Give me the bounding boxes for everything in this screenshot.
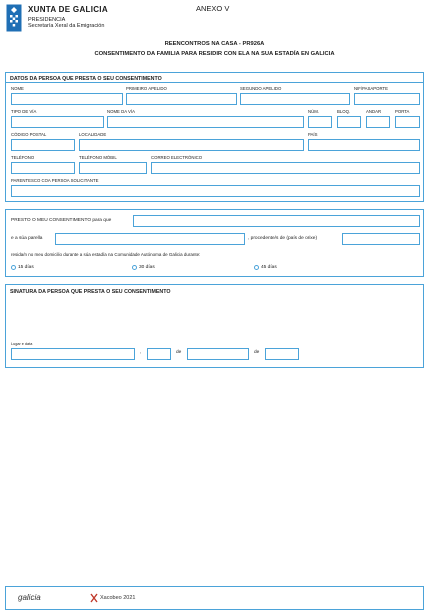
origin-country-input[interactable]: [342, 233, 420, 245]
galicia-logo: galicia: [18, 593, 41, 602]
day-input[interactable]: [147, 348, 171, 360]
place-date-label: Lugar e data: [11, 342, 33, 346]
brand-name: XUNTA DE GALICIA: [28, 5, 108, 14]
signature-heading: SINATURA DA PERSOA QUE PRESTA O SEU CONSENTIMENTO: [10, 289, 171, 295]
door-input[interactable]: [395, 116, 420, 128]
first-surname-input[interactable]: [126, 93, 237, 105]
street-type-label: TIPO DE VÍA: [11, 109, 37, 114]
email-label: CORREO ELECTRÓNICO: [151, 155, 203, 160]
locality-label: LOCALIDADE: [79, 132, 107, 137]
form-title: CONSENTIMENTO DA FAMILIA PARA RESIDIR CON ELA NA SUA ESTADÍA EN GALICIA: [94, 51, 335, 57]
nif-input[interactable]: [354, 93, 420, 105]
document-footer: [5, 586, 424, 610]
relationship-label: PARENTESCO COA PERSOA SOLICITANTE: [11, 178, 99, 183]
nif-label: NIF/PASAPORTE: [354, 86, 388, 91]
de-separator-1: de: [176, 350, 182, 355]
annex-label: ANEXO V: [196, 4, 230, 13]
consent-text: PRESTO O MEU CONSENTIMENTO para que: [11, 218, 112, 223]
radio-30-days[interactable]: [132, 265, 137, 270]
postal-code-label: CÓDIGO POSTAL: [11, 132, 47, 137]
subdepartment-name: Secretaría Xeral da Emigración: [28, 23, 105, 29]
year-input[interactable]: [265, 348, 299, 360]
xunta-logo: [6, 4, 126, 36]
comma-separator: ,: [140, 350, 142, 355]
consent-section: [5, 209, 424, 277]
place-input[interactable]: [11, 348, 135, 360]
floor-input[interactable]: [366, 116, 390, 128]
partner-input[interactable]: [55, 233, 245, 245]
residence-text: resida/n no meu domicilio durante a súa estadía na Comunidade Autónoma de Galicia durante:: [11, 252, 201, 257]
door-label: PORTA: [395, 109, 410, 114]
number-label: NÚM.: [308, 109, 319, 114]
first-surname-label: PRIMEIRO APELIDO: [126, 86, 167, 91]
mobile-label: TELÉFONO MÓBIL: [79, 155, 117, 160]
email-input[interactable]: [151, 162, 420, 174]
signature-section: [5, 284, 424, 368]
department-name: PRESIDENCIA: [28, 17, 66, 23]
second-surname-input[interactable]: [240, 93, 350, 105]
xacobeo-icon: [90, 593, 98, 603]
option-45-days-label: 45 días: [261, 265, 277, 270]
locality-input[interactable]: [79, 139, 304, 151]
relationship-input[interactable]: [11, 185, 420, 197]
partner-text: e a súa parella: [11, 236, 43, 241]
phone-input[interactable]: [11, 162, 75, 174]
postal-code-input[interactable]: [11, 139, 75, 151]
xacobeo-logo: Xacobeo 2021: [100, 595, 136, 601]
option-15-days-label: 15 días: [18, 265, 34, 270]
de-separator-2: de: [254, 350, 260, 355]
radio-45-days[interactable]: [254, 265, 259, 270]
phone-label: TELÉFONO: [11, 155, 35, 160]
option-30-days-label: 30 días: [139, 265, 155, 270]
personal-data-section: [5, 72, 424, 202]
month-input[interactable]: [187, 348, 249, 360]
document-header: [0, 0, 429, 40]
block-input[interactable]: [337, 116, 361, 128]
block-label: BLOQ.: [337, 109, 351, 114]
number-input[interactable]: [308, 116, 332, 128]
floor-label: ANDAR: [366, 109, 382, 114]
country-label: PAÍS: [308, 132, 318, 137]
section-heading: DATOS DA PERSOA QUE PRESTA O SEU CONSENTIMENTO: [6, 73, 423, 83]
galicia-shield-icon: [6, 4, 22, 32]
second-surname-label: SEGUNDO APELIDO: [240, 86, 282, 91]
origin-text: , procedente/s de (país de orixe): [248, 236, 318, 241]
mobile-input[interactable]: [79, 162, 147, 174]
street-name-input[interactable]: [107, 116, 304, 128]
name-label: NOME: [11, 86, 24, 91]
name-input[interactable]: [11, 93, 123, 105]
radio-15-days[interactable]: [11, 265, 16, 270]
street-type-input[interactable]: [11, 116, 104, 128]
street-name-label: NOME DA VÍA: [107, 109, 135, 114]
procedure-title: REENCONTROS NA CASA - PR926A: [164, 41, 265, 47]
country-input[interactable]: [308, 139, 420, 151]
beneficiary-input[interactable]: [133, 215, 420, 227]
